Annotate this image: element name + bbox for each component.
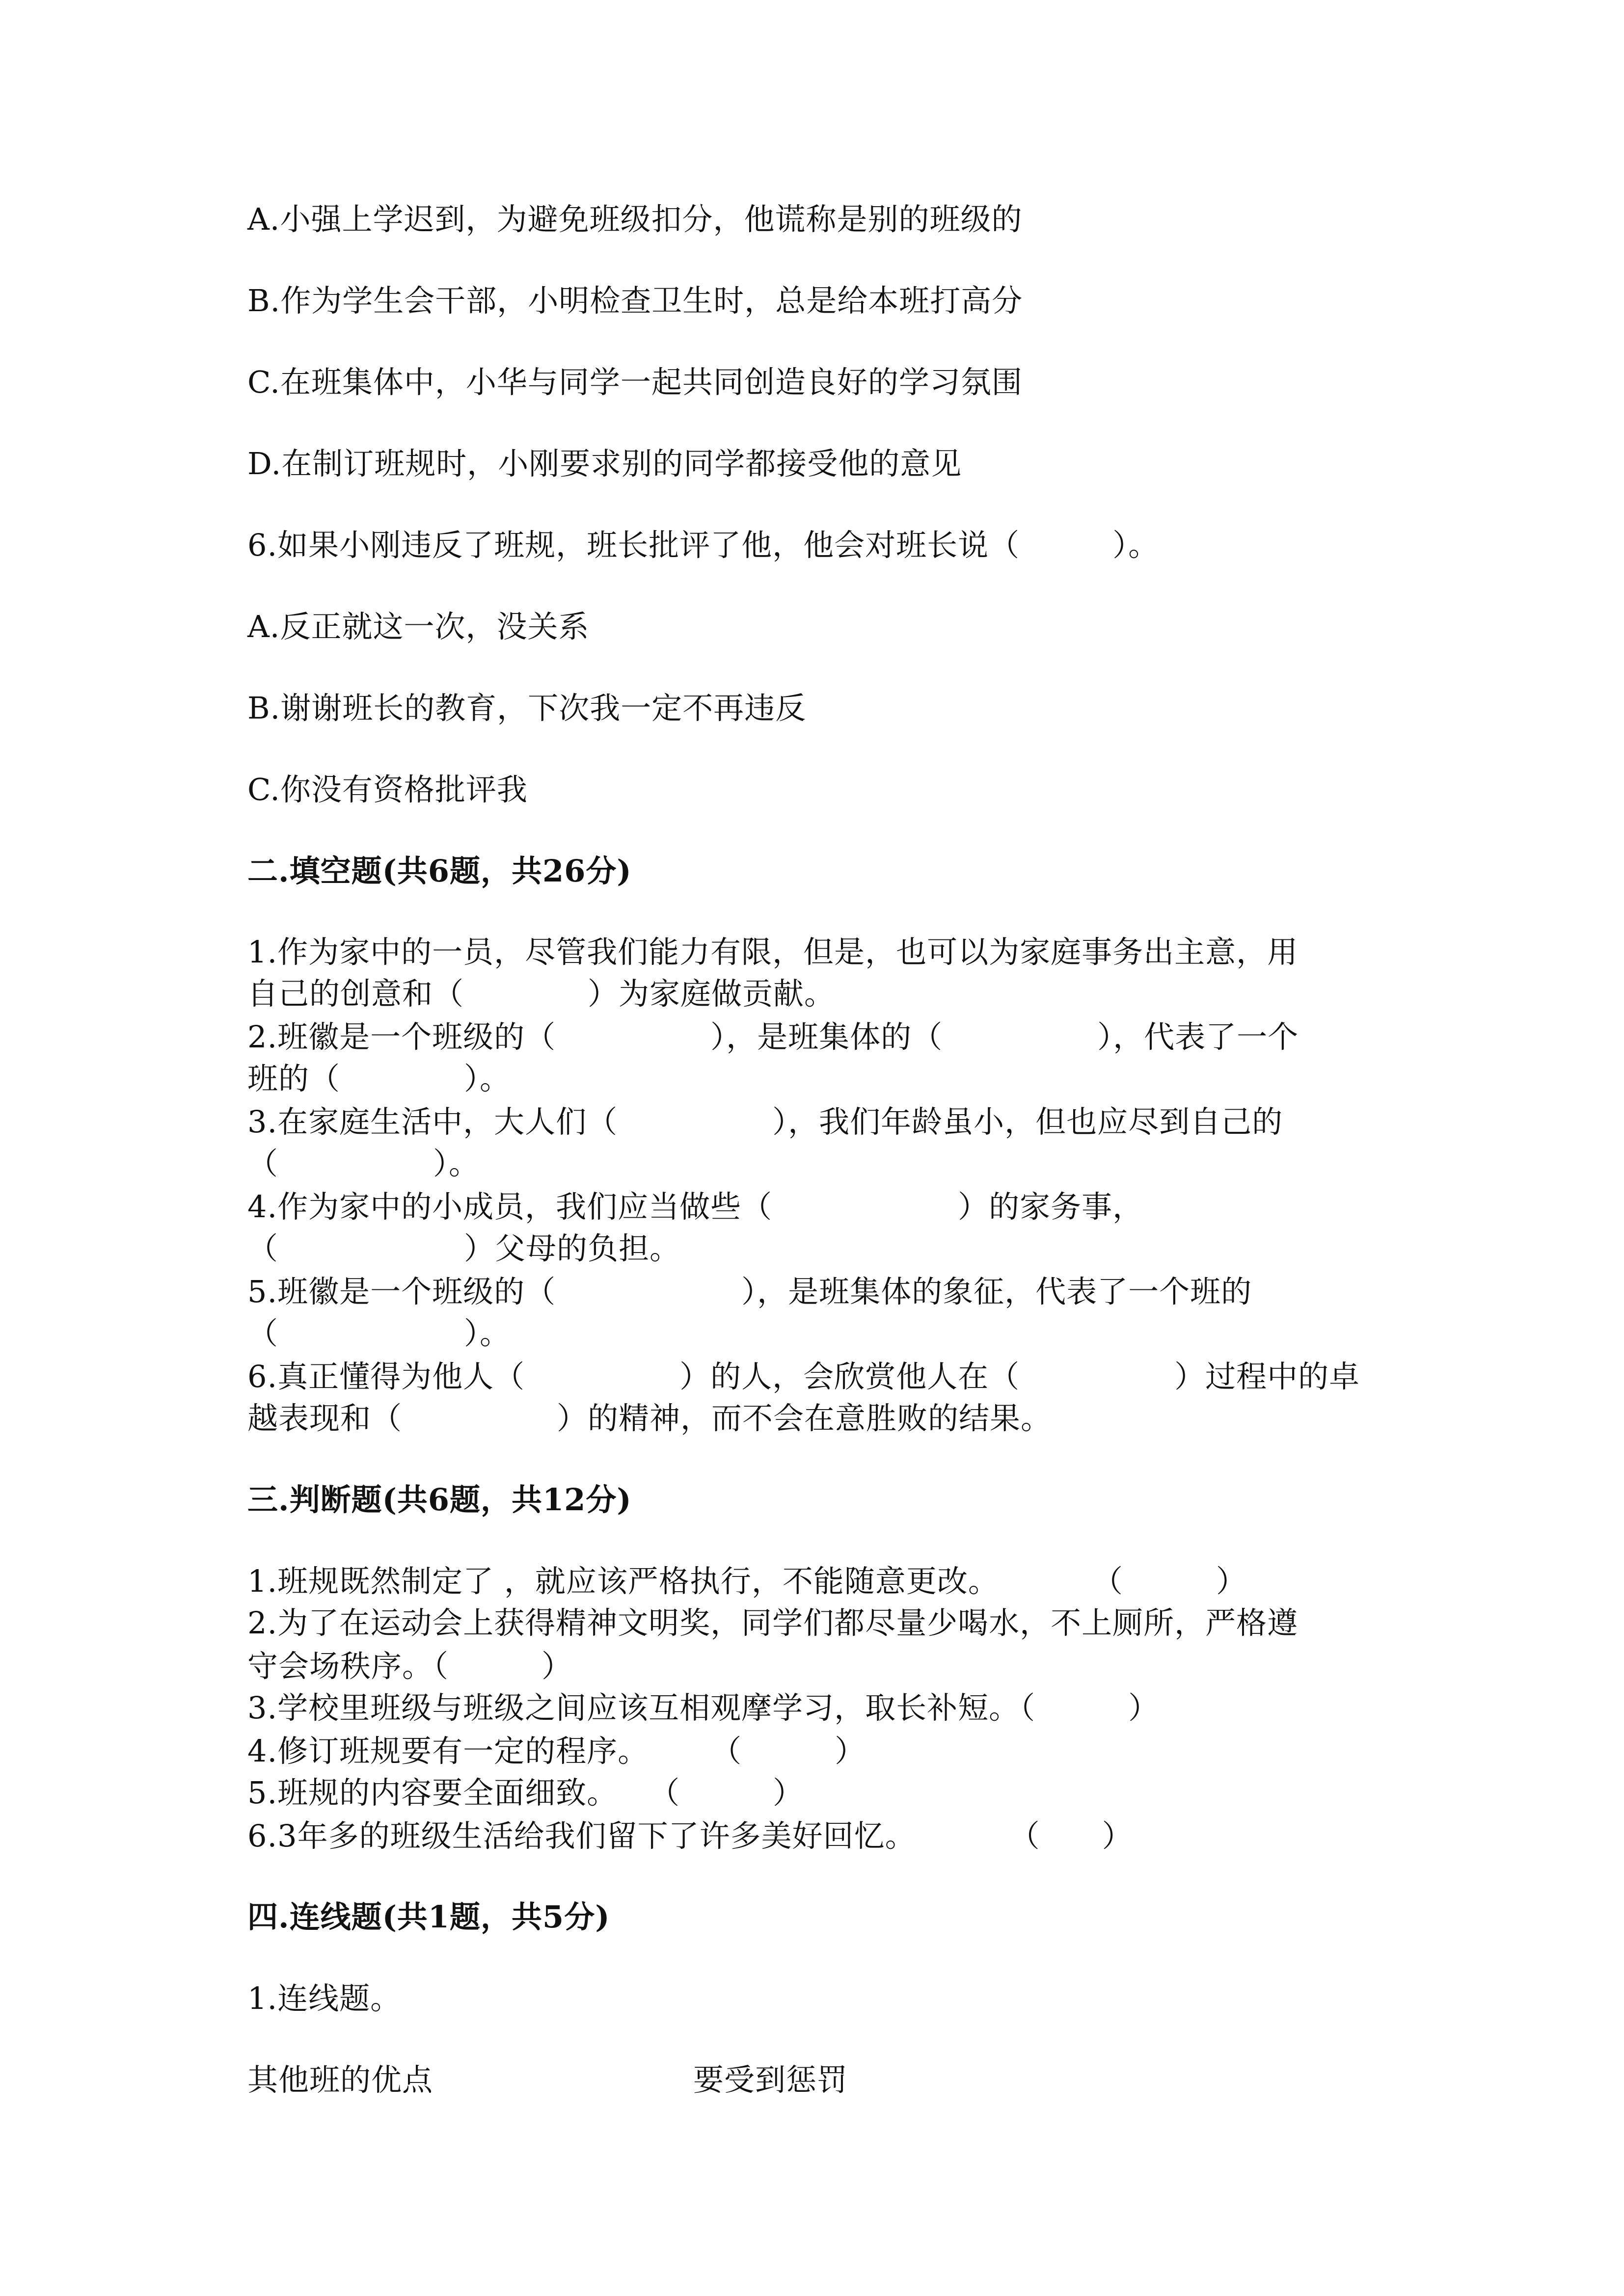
fill-line-4: 班的（ ）。 [247,1061,511,1096]
fill-line-5: 3.在家庭生活中，大人们（ ），我们年龄虽小，但也应尽到自己的 [247,1104,1283,1140]
fill-line-11: 6.真正懂得为他人（ ）的人，会欣赏他人在（ ）过程中的卓 [247,1359,1360,1394]
q6-option-a: A.反正就这一次，没关系 [247,609,590,644]
q6-stem: 6.如果小刚违反了班规，班长批评了他，他会对班长说（ ）。 [247,527,1160,563]
match-left-item: 其他班的优点 [247,2062,433,2098]
fill-line-3: 2.班徽是一个班级的（ ），是班集体的（ ），代表了一个 [247,1019,1299,1055]
judge-line-4: 3.学校里班级与班级之间应该互相观摩学习，取长补短。（ ） [247,1690,1160,1726]
fill-line-12: 越表现和（ ）的精神，而不会在意胜败的结果。 [247,1400,1052,1436]
section-2-heading: 二.填空题(共6题，共26分) [247,853,632,889]
q5-option-b: B.作为学生会干部，小明检查卫生时，总是给本班打高分 [247,283,1023,319]
judge-line-6: 5.班规的内容要全面细致。 （ ） [247,1775,804,1811]
q5-option-c: C.在班集体中，小华与同学一起共同创造良好的学习氛围 [247,364,1023,400]
match-right-item: 要受到惩罚 [693,2062,848,2098]
section-3-heading: 三.判断题(共6题，共12分) [247,1482,632,1518]
q5-option-d: D.在制订班规时，小刚要求别的同学都接受他的意见 [247,446,962,481]
q6-option-b: B.谢谢班长的教育，下次我一定不再违反 [247,690,807,726]
fill-line-1: 1.作为家中的一员，尽管我们能力有限，但是，也可以为家庭事务出主意，用 [247,934,1299,970]
fill-line-10: （ ）。 [247,1315,511,1351]
q6-option-c: C.你没有资格批评我 [247,772,528,807]
fill-line-8: （ ）父母的负担。 [247,1230,681,1266]
fill-line-7: 4.作为家中的小成员，我们应当做些（ ）的家务事， [247,1189,1144,1225]
q5-option-a: A.小强上学迟到，为避免班级扣分，他谎称是别的班级的 [247,201,1023,237]
fill-line-2: 自己的创意和（ ）为家庭做贡献。 [247,976,836,1012]
fill-line-9: 5.班徽是一个班级的（ ），是班集体的象征，代表了一个班的 [247,1274,1252,1309]
fill-line-6: （ ）。 [247,1146,480,1181]
judge-line-7: 6.3年多的班级生活给我们留下了许多美好回忆。 （ ） [247,1818,1133,1854]
judge-line-3: 守会场秩序。（ ） [247,1648,573,1684]
judge-line-5: 4.修订班规要有一定的程序。 （ ） [247,1733,866,1769]
match-question: 1.连线题。 [247,1980,402,2016]
judge-line-1: 1.班规既然制定了 ，就应该严格执行，不能随意更改。 （ ） [247,1563,1247,1599]
judge-line-2: 2.为了在运动会上获得精神文明奖，同学们都尽量少喝水，不上厕所，严格遵 [247,1605,1299,1641]
section-4-heading: 四.连线题(共1题，共5分) [247,1899,610,1935]
